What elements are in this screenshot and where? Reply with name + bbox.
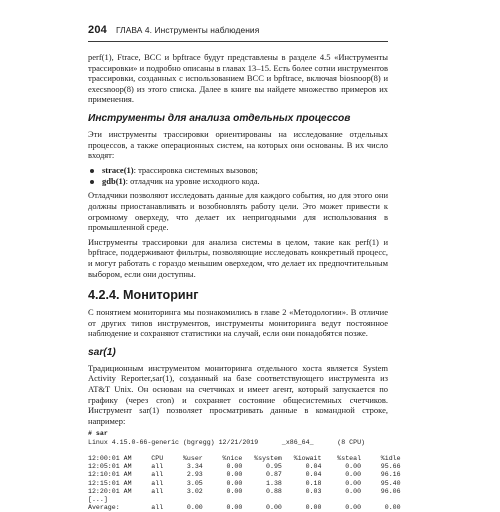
- bullet-icon: [90, 180, 94, 184]
- code-line: 12:15:01 AM all 3.05 0.00 1.38 0.18 0.00 95.40: [88, 479, 401, 487]
- paragraph-intro: perf(1), Ftrace, BCC и bpftrace будут представлены в разделе 4.5 «Инструменты трассировки» и подробно описаны в главах 13–15. Есть более сотни инструментов трассировки, созданных с использованием BCC и bpftrace, включая biosnoop(8) и execsnoop(8) из этого списка. Далее в книге вы найдете множество примеров их применения.: [88, 52, 388, 105]
- tool-list: [88, 165, 388, 187]
- list-item: [88, 165, 388, 176]
- chapter-title: ГЛАВА 4. Инструменты наблюдения: [115, 25, 260, 35]
- list-item-text: : отладчик на уровне исходного кода.: [125, 175, 260, 186]
- paragraph-debuggers: Отладчики позволяют исследовать данные для каждого события, но для этого они должны приостанавливать и возобновлять работу цели. Это может привести к огромному оверхеду, что делает их непригодными для использования в промышленной среде.: [88, 190, 388, 233]
- code-line: 12:00:01 AM CPU %user %nice %system %iowait %steal %idle: [88, 455, 401, 463]
- paragraph-system-tracing: Инструменты трассировки для анализа системы в целом, такие как perf(1) и bpftrace, поддерживают фильтры, позволяющие исследовать конкретный процесс, и могут работать с гораздо меньшим оверхедом, что делает их предпочтительным выбором, если они доступны.: [88, 236, 388, 279]
- code-line: Average: all 0.00 0.00 0.00 0.00 0.00 0.00: [88, 504, 401, 512]
- code-line: Linux 4.15.0-66-generic (bgregg) 12/21/2019 _x86_64_ (8 CPU): [88, 438, 365, 446]
- list-item-term: strace(1): [102, 164, 134, 175]
- section-heading-monitoring: 4.2.4. Мониторинг: [88, 288, 199, 303]
- running-header: [88, 24, 388, 38]
- list-item-term: gdb(1): [102, 175, 126, 186]
- header-rule: [88, 41, 388, 42]
- subheading-process-tracing: Инструменты для анализа отдельных процессов: [88, 112, 351, 124]
- paragraph-monitoring: С понятием мониторинга мы познакомились в главе 2 «Методологии». В отличие от других типов инструментов, инструменты мониторинга ведут постоянное наблюдение и сохраняют статистики на случай, если они понадобятся позже.: [88, 307, 388, 339]
- code-line: 12:10:01 AM all 2.93 0.00 0.87 0.04 0.00 96.16: [88, 471, 401, 479]
- code-line: [...]: [88, 496, 108, 504]
- code-line: 12:05:01 AM all 3.34 0.00 0.95 0.04 0.00 95.66: [88, 463, 401, 471]
- list-item-text: : трассировка системных вызовов;: [133, 164, 258, 175]
- page-number: 204: [88, 24, 107, 36]
- list-item: [88, 176, 388, 187]
- paragraph-sar: Традиционным инструментом мониторинга отдельного хоста является System Activity Reporter,sar(1), созданный на базе соответствующего инструмента из AT&T Unix. Он основан на счетчиках и имеет агент, который запускается по графику (через cron) и сохраняет состояние общесистемных счетчиков. Инструмент sar(1) позволяет просматривать данные в командной строке, например:: [88, 362, 388, 426]
- book-page: [88, 24, 401, 512]
- code-command: # sar: [88, 430, 108, 438]
- bullet-icon: [90, 169, 94, 173]
- subheading-sar: sar(1): [88, 346, 116, 358]
- code-line: 12:20:01 AM all 3.02 0.00 0.88 0.03 0.00 96.06: [88, 487, 401, 495]
- paragraph-process-tools: Эти инструменты трассировки ориентированы на исследование отдельных процессов, а также операционных систем, на которых они основаны. В их число входят:: [88, 128, 388, 161]
